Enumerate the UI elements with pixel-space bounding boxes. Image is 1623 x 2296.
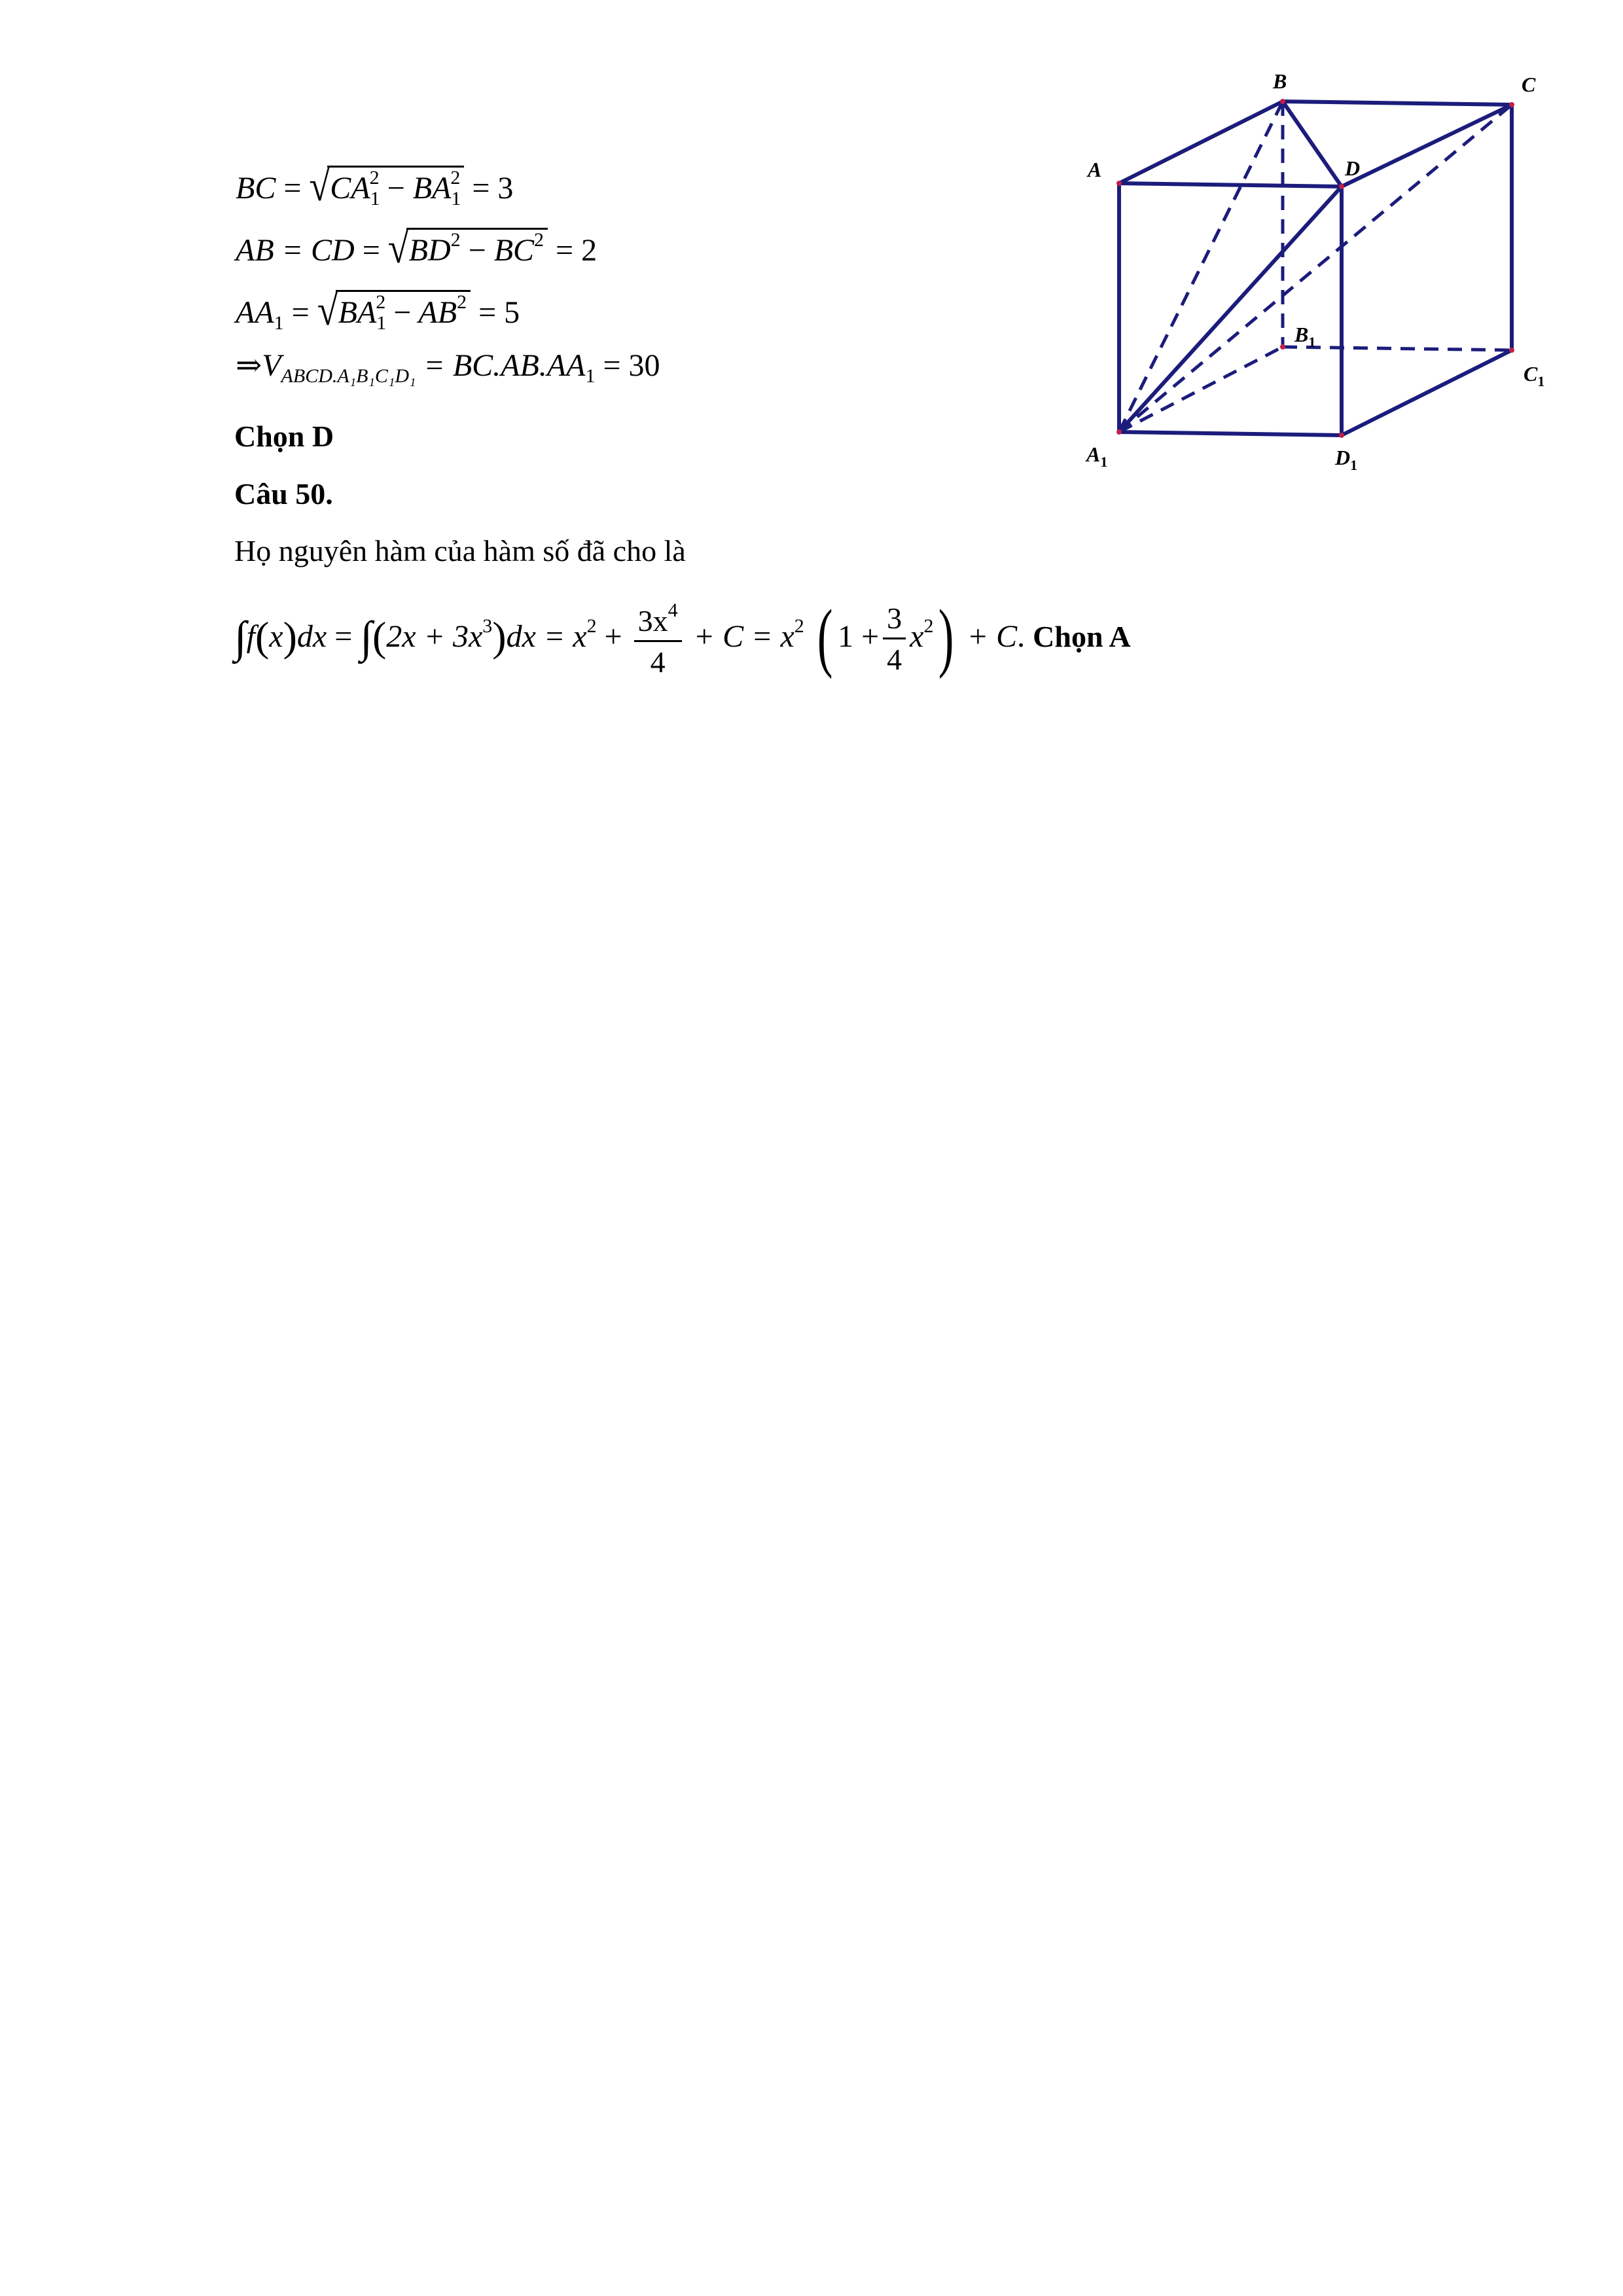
edge-b1c1-dashed bbox=[1283, 347, 1512, 350]
label-d: D bbox=[1345, 156, 1361, 180]
formula-line-4: $\Rightarrow V_{ABCD.A_1B_1C_1D_1} = BC.AB.AA_1 = 30$ bbox=[236, 348, 660, 387]
edge-ab bbox=[1119, 101, 1283, 183]
formula-line-1: BC = $√CA_1^2 - BA_1^2 = 3$ bbox=[236, 161, 514, 210]
edge-ad bbox=[1119, 183, 1342, 187]
point-d bbox=[1339, 184, 1344, 189]
label-b1: $B_1$ bbox=[1294, 323, 1316, 350]
label-b: B bbox=[1273, 69, 1287, 93]
point-c bbox=[1509, 102, 1514, 107]
point-c1 bbox=[1509, 348, 1514, 353]
question-label: Câu 50. bbox=[234, 477, 333, 511]
label-d1: $D_1$ bbox=[1335, 446, 1358, 473]
point-b1 bbox=[1280, 344, 1285, 350]
edge-bd bbox=[1283, 101, 1342, 187]
edge-a1b-dashed bbox=[1119, 101, 1283, 432]
edge-a1d1 bbox=[1119, 432, 1342, 435]
edge-a1d bbox=[1119, 187, 1342, 432]
point-b bbox=[1280, 99, 1285, 104]
cuboid-diagram bbox=[1047, 59, 1571, 484]
label-c1: $C_1$ bbox=[1524, 362, 1545, 389]
formula-line-3: $AA_1 = √BA_1^2 - AB^2 = 5$ bbox=[236, 285, 520, 334]
edge-a1b1-dashed bbox=[1119, 347, 1283, 432]
label-a: A bbox=[1088, 158, 1102, 181]
integral-formula: $\int f(x)dx = \int(2x + 3x^3)dx = x^2$ + $\frac{3x^4}{4}$ + $C = x^2$ ( 1 + $\frac{3}{4}$ $x^2) + C$. Chọn A bbox=[234, 594, 1131, 679]
point-a1 bbox=[1116, 429, 1122, 435]
edge-d1c1 bbox=[1342, 350, 1512, 435]
edge-bc bbox=[1283, 101, 1512, 105]
point-a bbox=[1116, 181, 1122, 186]
answer-choose-d: Chọn D bbox=[234, 420, 334, 453]
point-d1 bbox=[1339, 433, 1344, 438]
formula-line-2: AB = CD = $√BD^2 - BC^2 = 2$ bbox=[236, 223, 597, 272]
label-c: C bbox=[1522, 73, 1536, 96]
label-a1: $A_1$ bbox=[1086, 442, 1108, 470]
intro-text: Họ nguyên hàm của hàm số đã cho là bbox=[234, 534, 686, 567]
